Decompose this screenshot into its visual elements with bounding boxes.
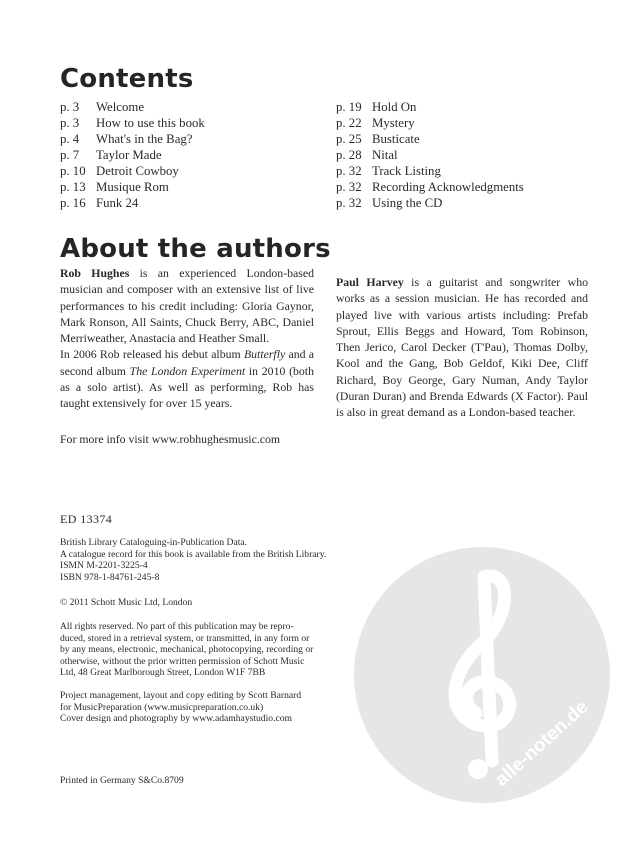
imprint-line: British Library Cataloguing-in-Publication Data.	[60, 537, 248, 548]
toc-item	[60, 131, 310, 147]
imprint-line: Project management, layout and copy editing by Scott Barnard	[60, 690, 302, 701]
toc-title: Hold On	[372, 100, 417, 114]
watermark-text: alle-noten.de	[491, 696, 593, 791]
toc-page-number: p. 19	[336, 100, 362, 114]
toc-page-number: p. 10	[60, 164, 86, 178]
toc-title: Funk 24	[96, 196, 139, 210]
copyright-line: © 2011 Schott Music Ltd, London	[60, 597, 193, 608]
toc-item	[336, 131, 586, 147]
toc-item	[336, 147, 586, 163]
toc-item	[60, 147, 310, 163]
toc-title: Welcome	[96, 100, 145, 114]
imprint-line: otherwise, without the prior written permission of Schott Music	[60, 655, 305, 667]
toc-item	[336, 163, 586, 179]
toc-page-number: p. 3	[60, 100, 80, 114]
toc-title: Using the CD	[372, 196, 443, 210]
album-title: The London Experiment	[129, 363, 246, 378]
toc-item	[60, 163, 310, 179]
rob-albums-paragraph: In 2006 Rob released his debut album Butterfly and a second album The London Experiment in 2010 (both as a solo artist). As well as performing, Rob has taught extensively for over 15 years.	[60, 347, 314, 411]
toc-item	[60, 195, 310, 211]
contents-heading: Contents	[60, 64, 194, 94]
edition-number: ED 13374	[60, 512, 113, 526]
toc-item	[336, 195, 586, 211]
imprint-line: A catalogue record for this book is available from the British Library.	[60, 548, 327, 560]
toc-title: Detroit Cowboy	[96, 164, 179, 178]
toc-page-number: p. 4	[60, 132, 80, 146]
imprint-line: duced, stored in a retrieval system, or transmitted, in any form or	[60, 632, 310, 644]
toc-page-number: p. 25	[336, 132, 362, 146]
toc-title: Track Listing	[372, 164, 441, 178]
cataloguing-block	[60, 537, 350, 583]
toc-title: Nital	[372, 148, 398, 162]
toc-page-number: p. 7	[60, 148, 80, 162]
imprint-line: by any means, electronic, mechanical, photocopying, recording or	[60, 644, 314, 656]
toc-page-number: p. 32	[336, 196, 362, 210]
toc-page-number: p. 16	[60, 196, 86, 210]
toc-page-number: p. 3	[60, 116, 80, 130]
toc-item	[336, 115, 586, 131]
toc-page-number: p. 22	[336, 116, 362, 130]
toc-page-number: p. 32	[336, 164, 362, 178]
toc-column-left	[60, 99, 310, 211]
imprint-line: All rights reserved. No part of this publication may be repro-	[60, 621, 294, 632]
toc-item	[336, 99, 586, 115]
isbn-line: ISBN 978-1-84761-245-8	[60, 571, 160, 583]
more-info-line: For more info visit www.robhughesmusic.com	[60, 432, 281, 446]
watermark-seal	[352, 525, 612, 825]
toc-item	[60, 115, 310, 131]
toc-title: Mystery	[372, 116, 415, 130]
imprint-line: Cover design and photography by www.adamhaystudio.com	[60, 713, 292, 725]
imprint-line: for MusicPreparation (www.musicpreparation.co.uk)	[60, 701, 264, 713]
printed-in-line: Printed in Germany S&Co.8709	[60, 775, 184, 786]
authors-heading: About the authors	[60, 234, 331, 264]
toc-title: Taylor Made	[96, 148, 162, 162]
album-title: Butterfly	[243, 347, 286, 362]
imprint-line: Ltd, 48 Great Marlborough Street, London W1F 7BB	[60, 667, 266, 679]
toc-item	[60, 179, 310, 195]
toc-title: How to use this book	[96, 116, 205, 130]
author-name: Rob Hughes	[60, 266, 130, 280]
paul-bio-paragraph: Paul Harvey is a guitarist and songwriter who works as a session musician. He has recorded and played live with various artists including: Prefab Sprout, Ellis Beggs and Howard, Tom Robinson, Then Jerico, Carol Decker (T'Pau), Thomas Dolby, Kool and the Gang, Bob Geldof, Kiki Dee, Cliff Richard, Boy George, Gary Numan, Andy Taylor (Duran Duran) and Brenda Edwards (X Factor). Paul is also in great demand as a London-based teacher.	[336, 275, 588, 420]
rob-bio-paragraph: Rob Hughes is an experienced London-based musician and composer with an extensive list of live performances to his credit including: Gloria Gaynor, Mark Ronson, All Saints, Chuck Berry, ABC, Daniel Merriweather, Anastacia and Heather Small.	[60, 266, 314, 346]
toc-item	[336, 179, 586, 195]
toc-column-right	[336, 99, 586, 211]
toc-page-number: p. 28	[336, 148, 362, 162]
toc-title: What's in the Bag?	[96, 132, 193, 146]
toc-page-number: p. 32	[336, 180, 362, 194]
toc-title: Musique Rom	[96, 180, 169, 194]
credits-block	[60, 690, 350, 725]
ismn-line: ISMN M-2201-3225-4	[60, 560, 148, 572]
toc-title: Recording Acknowledgments	[372, 180, 524, 194]
toc-title: Busticate	[372, 132, 420, 146]
paul-harvey-bio	[336, 274, 588, 421]
author-name: Paul Harvey	[336, 275, 404, 289]
rights-block	[60, 621, 350, 679]
toc-page-number: p. 13	[60, 180, 86, 194]
toc-item	[60, 99, 310, 115]
rob-hughes-bio	[60, 265, 314, 412]
